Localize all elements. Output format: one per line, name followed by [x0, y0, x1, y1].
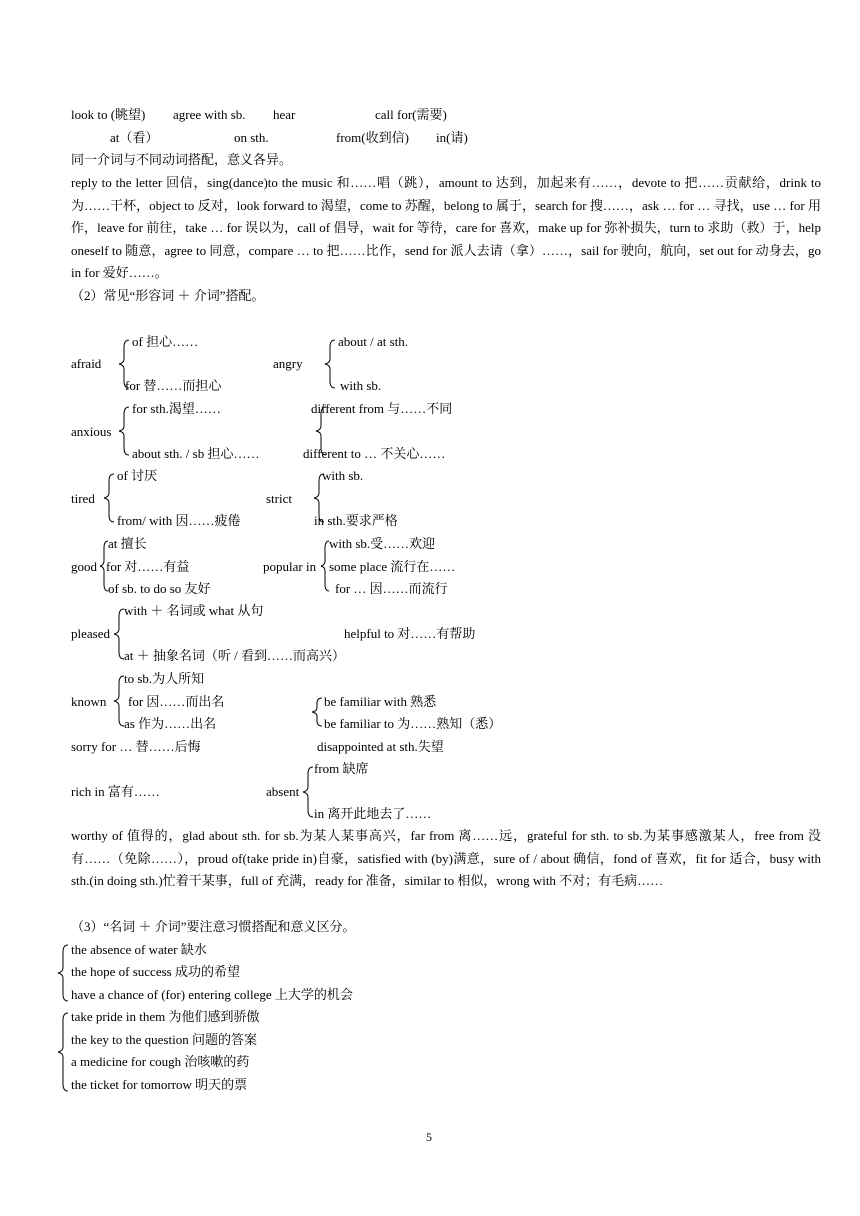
good-word: good: [71, 559, 97, 574]
popular-item-3: for … 因……而流行: [335, 581, 448, 596]
known-item-2: for 因……而出名: [128, 694, 225, 709]
popular-word: popular in: [263, 559, 317, 574]
verb-prep-r1-c2: agree with sb.: [173, 107, 246, 122]
noun-group2-brace: [57, 1012, 69, 1092]
angry-item-1: about / at sth.: [338, 334, 409, 349]
angry-item-2: with sb.: [340, 378, 382, 393]
noun-group2-item-2: the key to the question 问题的答案: [71, 1032, 257, 1047]
strict-word: strict: [266, 491, 292, 506]
noun-group2-item-4: the ticket for tomorrow 明天的票: [71, 1077, 248, 1092]
verb-prep-r2-c1: at（看）: [110, 130, 159, 145]
good-item-2: for 对……有益: [106, 559, 190, 574]
tired-item-2: from/ with 因……疲倦: [117, 513, 241, 528]
familiar-brace: [311, 697, 323, 727]
verb-prep-paragraph: [71, 172, 821, 285]
angry-word: angry: [273, 356, 303, 371]
noun-group2-item-1: take pride in them 为他们感到骄傲: [71, 1009, 260, 1024]
helpful-text: helpful to 对……有帮助: [344, 626, 476, 641]
noun-group2-item-3: a medicine for cough 治咳嗽的药: [71, 1054, 250, 1069]
different-item-1: different from 与……不同: [311, 401, 453, 416]
anxious-item-2: about sth. / sb 担心……: [132, 446, 260, 461]
afraid-item-1: of 担心……: [132, 334, 199, 349]
tired-brace: [103, 473, 115, 523]
pleased-item-1: with ＋ 名词或 what 从句: [124, 603, 264, 618]
disappointed-text: disappointed at sth.失望: [317, 739, 444, 754]
noun-group1-item-1: the absence of water 缺水: [71, 942, 207, 957]
verb-prep-r2-c2: on sth.: [234, 130, 269, 145]
noun-group1-brace: [57, 944, 69, 1002]
tired-item-1: of 讨厌: [117, 468, 158, 483]
sorry-text: sorry for … 替……后悔: [71, 739, 201, 754]
adj-prep-heading: （2）常见“形容词 ＋ 介词”搭配。: [71, 288, 265, 303]
absent-item-1: from 缺席: [314, 761, 369, 776]
afraid-word: afraid: [71, 356, 102, 371]
tired-word: tired: [71, 491, 95, 506]
verb-prep-note: 同一介词与不同动词搭配，意义各异。: [71, 152, 293, 167]
afraid-item-2: for 替……而担心: [125, 378, 222, 393]
verb-prep-r1-c4: call for(需要): [375, 107, 447, 122]
known-item-3: as 作为……出名: [124, 716, 217, 731]
verb-prep-r1-c3: hear: [273, 107, 296, 122]
familiar-item-1: be familiar with 熟悉: [324, 694, 437, 709]
absent-word: absent: [266, 784, 300, 799]
anxious-word: anxious: [71, 424, 112, 439]
different-item-2: different to … 不关心……: [303, 446, 446, 461]
strict-item-2: in sth.要求严格: [314, 513, 398, 528]
verb-prep-paragraph-text: reply to the letter 回信，sing(dance)to the music 和……唱（跳），amount to 达到，加起来有……，devote to 把……贡献给，drink to 为……干杯，object to 反对，look forward to 渴望，come to 苏醒，belong to 属于，search for 搜……，ask … for … 寻找，use … for 用作，leave for 前往，take … for 误以为，call of 倡导，wait for 等待，care for 喜欢，make up for 弥补损失，turn to 求助（救）于，help oneself to 随意，agree to 同意，compare … to 把……比作，send for 派人去请（拿）……，sail for 驶向，航向，set out for 动身去，go in for 爱好……。: [71, 175, 821, 280]
verb-prep-r2-c3: from(收到信): [336, 130, 409, 145]
good-item-3: of sb. to do so 友好: [108, 581, 211, 596]
verb-prep-r1-c1: look to (眺望): [71, 107, 146, 122]
adj-prep-paragraph: [71, 825, 821, 893]
adj-prep-paragraph-text: worthy of 值得的，glad about sth. for sb.为某人某事高兴，far from 离……远，grateful for sth. to sb.为某事感激某人，free from 没有……（免除……），proud of(take pride in)自豪，satisfied with (by)满意，sure of / about 确信，fond of 喜欢，fit for 适合，busy with sth.(in doing sth.)忙着干某事，full of 充满，ready for 准备，similar to 相似，wrong with 不对；有毛病……: [71, 828, 821, 888]
popular-item-1: with sb.受……欢迎: [329, 536, 436, 551]
known-word: known: [71, 694, 107, 709]
familiar-item-2: be familiar to 为……熟知（悉）: [324, 716, 502, 731]
absent-item-2: in 离开此地去了……: [314, 806, 432, 821]
angry-brace: [324, 339, 336, 389]
anxious-brace: [118, 406, 130, 456]
strict-item-1: with sb.: [322, 468, 364, 483]
pleased-word: pleased: [71, 626, 110, 641]
noun-group1-item-3: have a chance of (for) entering college 上大学的机会: [71, 987, 353, 1002]
page-number: 5: [426, 1130, 432, 1144]
rich-text: rich in 富有……: [71, 784, 160, 799]
good-item-1: at 擅长: [108, 536, 147, 551]
absent-brace: [302, 766, 314, 818]
noun-group1-item-2: the hope of success 成功的希望: [71, 964, 240, 979]
popular-item-2: some place 流行在……: [329, 559, 456, 574]
known-item-1: to sb.为人所知: [124, 671, 205, 686]
pleased-item-2: at ＋ 抽象名词（听 / 看到……而高兴）: [124, 648, 345, 663]
verb-prep-r2-c4: in(请): [436, 130, 468, 145]
noun-prep-heading: （3）“名词 ＋ 介词”要注意习惯搭配和意义区分。: [71, 919, 356, 934]
anxious-item-1: for sth.渴望……: [132, 401, 221, 416]
